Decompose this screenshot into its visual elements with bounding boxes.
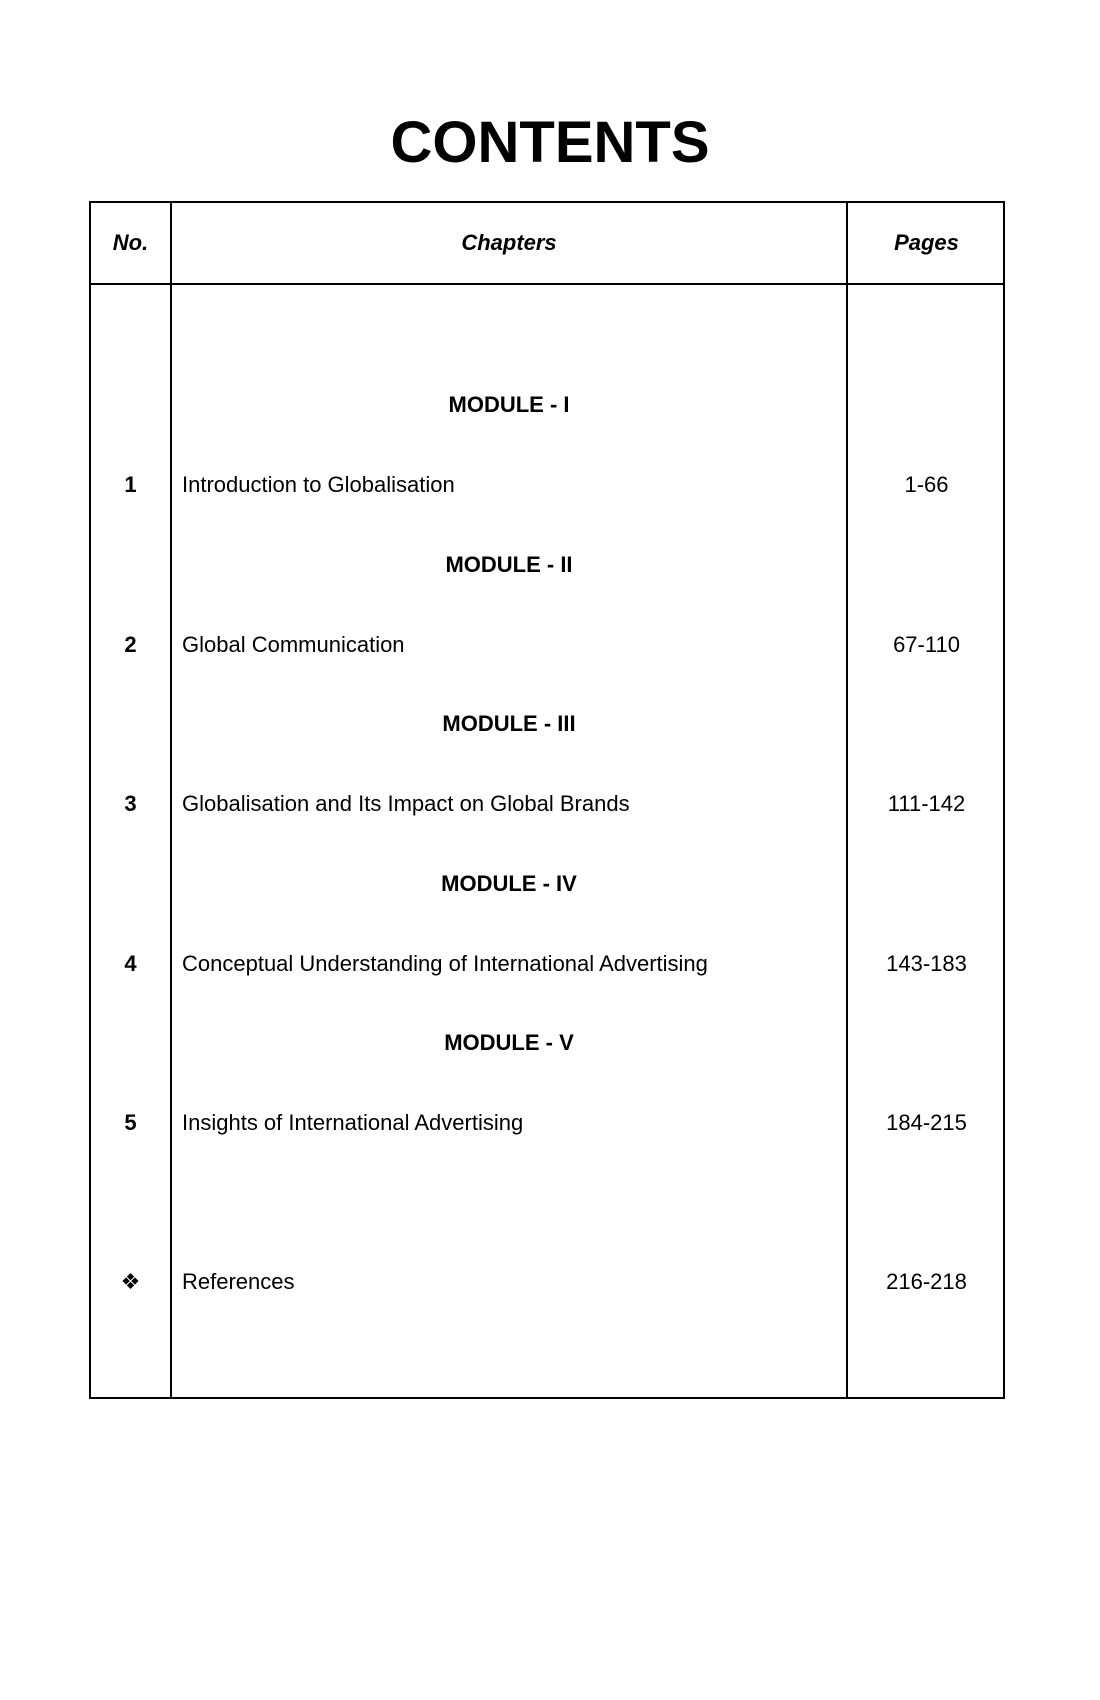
- header-chapters: Chapters: [461, 230, 557, 255]
- module-heading: MODULE - I: [448, 392, 570, 417]
- chapter-title: Insights of International Advertising: [182, 1110, 524, 1135]
- chapter-title: Globalisation and Its Impact on Global Brands: [182, 791, 630, 816]
- chapter-pages: 111-142: [887, 791, 966, 816]
- module-heading: MODULE - II: [445, 552, 573, 577]
- references-title: References: [182, 1269, 295, 1294]
- header-no: No.: [112, 230, 149, 255]
- chapter-pages: 143-183: [886, 951, 967, 976]
- module-heading: MODULE - V: [444, 1030, 574, 1055]
- references-row[interactable]: [91, 1262, 1003, 1302]
- chapter-row[interactable]: [91, 625, 1003, 665]
- chapter-number: 3: [124, 791, 137, 816]
- header-pages: Pages: [894, 230, 959, 255]
- chapter-number: 5: [124, 1110, 137, 1135]
- chapter-row[interactable]: [91, 784, 1003, 824]
- module-heading: MODULE - III: [442, 711, 576, 736]
- chapter-row[interactable]: [91, 465, 1003, 505]
- chapter-row[interactable]: [91, 944, 1003, 984]
- chapter-pages: 1-66: [904, 472, 949, 497]
- module-heading: MODULE - IV: [441, 871, 577, 896]
- references-pages: 216-218: [886, 1269, 967, 1294]
- chapter-title: Introduction to Globalisation: [182, 472, 455, 497]
- chapter-row[interactable]: [91, 1103, 1003, 1143]
- chapter-number: 4: [124, 951, 137, 976]
- page-title: CONTENTS: [390, 110, 710, 175]
- chapter-title: Global Communication: [182, 632, 405, 657]
- chapter-number: 1: [124, 472, 137, 497]
- chapter-pages: 67-110: [893, 632, 960, 657]
- contents-table: [89, 201, 1005, 1399]
- chapter-title: Conceptual Understanding of International Advertising: [182, 951, 708, 976]
- chapter-pages: 184-215: [886, 1110, 967, 1135]
- chapter-number: 2: [124, 632, 137, 657]
- header-divider: [91, 283, 1003, 285]
- references-marker-icon: ❖: [120, 1269, 141, 1294]
